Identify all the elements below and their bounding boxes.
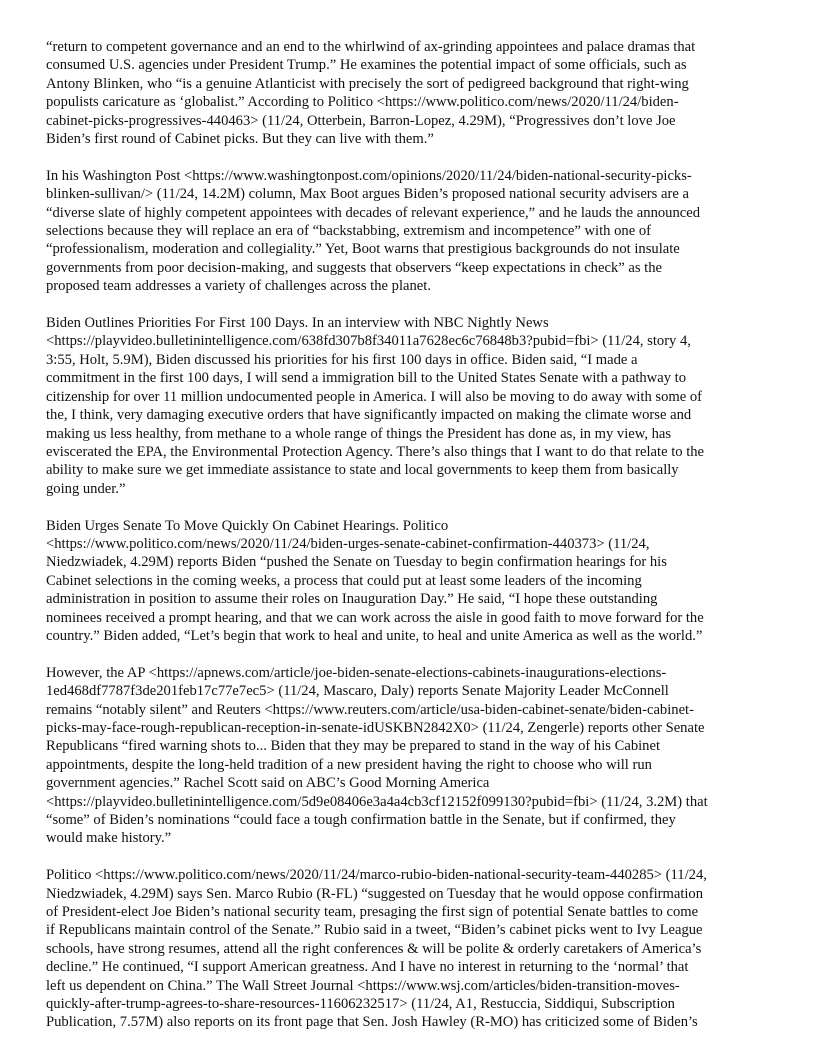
paragraph-senate-republicans: However, the AP <https://apnews.com/article/joe-biden-senate-elections-cabinets-inaugurations-elections- 1ed468df7787f3de201feb17c77e7ec5> (11/24, Mascaro, Daly) reports Senate Majority Leader McConnell remains “notably silent” and Reuters <https://www.reuters.com/article/usa-biden-cabinet-senate/biden-cabinet- picks-may-face-rough-republican-reception-in-senate-idUSKBN2842X0> (11/24, Zengerle) reports other Senate Republicans “fired warning shots to... Biden that they may be prepared to stand in the way of his Cabinet appointments, despite the long-held tradition of a new president having the right to choose who will run government agencies.” Rachel Scott said on ABC’s Good Morning America <https://playvideo.bulletinintelligence.com/5d9e08406e3a4a4cb3cf12152f099130?pubid=fbi> (11/24, 3.2M) that “some” of Biden’s nominations “could face a tough confirmation battle in the Senate, but if confirmed, they would make history.”	[46, 664, 708, 847]
paragraph-blinken-politico: “return to competent governance and an end to the whirlwind of ax-grinding appointees and palace dramas that consumed U.S. agencies under President Trump.” He examines the potential impact of some officials, such as Antony Blinken, who “is a genuine Atlanticist with precisely the sort of pedigreed background that right-wing populists caricature as ‘globalist.” According to Politico <https://www.politico.com/news/2020/11/24/biden- cabinet-picks-progressives-440463> (11/24, Otterbein, Barron-Lopez, 4.29M), “Progressives don’t love Joe Biden’s first round of Cabinet picks. But they can live with them.”	[46, 39, 696, 148]
paragraph-rubio-hawley: Politico <https://www.politico.com/news/2020/11/24/marco-rubio-biden-national-security-team-440285> (11/24, Niedzwiadek, 4.29M) says Sen. Marco Rubio (R-FL) “suggested on Tuesday that he would oppose confirmation of President-elect Joe Biden’s national security team, presaging the first sign of potential Senate battles to come if Republicans maintain control of the Senate.” Rubio said in a tweet, “Biden’s cabinet picks went to Ivy League schools, have strong resumes, attend all the right conferences & will be polite & orderly caretakers of America’s decline.” He continued, “I support American greatness. And I have no interest in returning to the ‘normal’ that left us dependent on China.” The Wall Street Journal <https://www.wsj.com/articles/biden-transition-moves- quickly-after-trump-agrees-to-share-resources-11606232517> (11/24, A1, Restuccia, Siddiqui, Subscription Publication, 7.57M) also reports on its front page that Sen. Josh Hawley (R-MO) has criticized some of Biden’s	[46, 867, 707, 1031]
paragraph-washington-post-boot: In his Washington Post <https://www.washingtonpost.com/opinions/2020/11/24/biden-national-security-picks- blinken-sullivan/> (11/24, 14.2M) column, Max Boot argues Biden’s proposed national security advisers are a “diverse slate of highly competent appointees with decades of relevant experience,” and he lauds the announced selections because they will replace an era of “backstabbing, extremism and incompetence” with one of “professionalism, moderation and collegiality.” Yet, Boot warns that prestigious backgrounds do not insulate governments from poor decision-making, and suggests that observers “keep expectations in check” as the proposed team addresses a variety of challenges across the planet.	[46, 167, 701, 295]
paragraph-cabinet-hearings: Biden Urges Senate To Move Quickly On Cabinet Hearings. Politico <https://www.politico.com/news/2020/11/24/biden-urges-senate-cabinet-confirmation-440373> (11/24, Niedzwiadek, 4.29M) reports Biden “pushed the Senate on Tuesday to begin confirmation hearings for his Cabinet selections in the coming weeks, a process that could put at least some leaders of the incoming administration in position to assume their roles on Inauguration Day.” He said, “I hope these outstanding nominees received a prompt hearing, and that we can work across the aisle in good faith to move forward for the country.” Biden added, “Let’s begin that work to heal and unite, to heal and unite America as well as the world.”	[46, 517, 704, 644]
document-body	[46, 38, 782, 1050]
paragraph-first-100-days: Biden Outlines Priorities For First 100 Days. In an interview with NBC Nightly News <https://playvideo.bulletinintelligence.com/638fd307b8f34011a7628ec6c76848b3?pubid=fbi> (11/24, story 4, 3:55, Holt, 5.9M), Biden discussed his priorities for his first 100 days in office. Biden said, “I made a commitment in the first 100 days, I will send a immigration bill to the United States Senate with a pathway to citizenship for over 11 million undocumented people in America. I will also be moving to do away with some of the, I think, very damaging executive orders that have significantly impacted on making the climate worse and making us less healthy, from methane to a whole range of things the President has done as, in my view, has eviscerated the EPA, the Environmental Protection Agency. There’s also things that I want to do that relate to the ability to make sure we get immediate assistance to state and local governments to keep them from basically going under.”	[46, 315, 705, 497]
